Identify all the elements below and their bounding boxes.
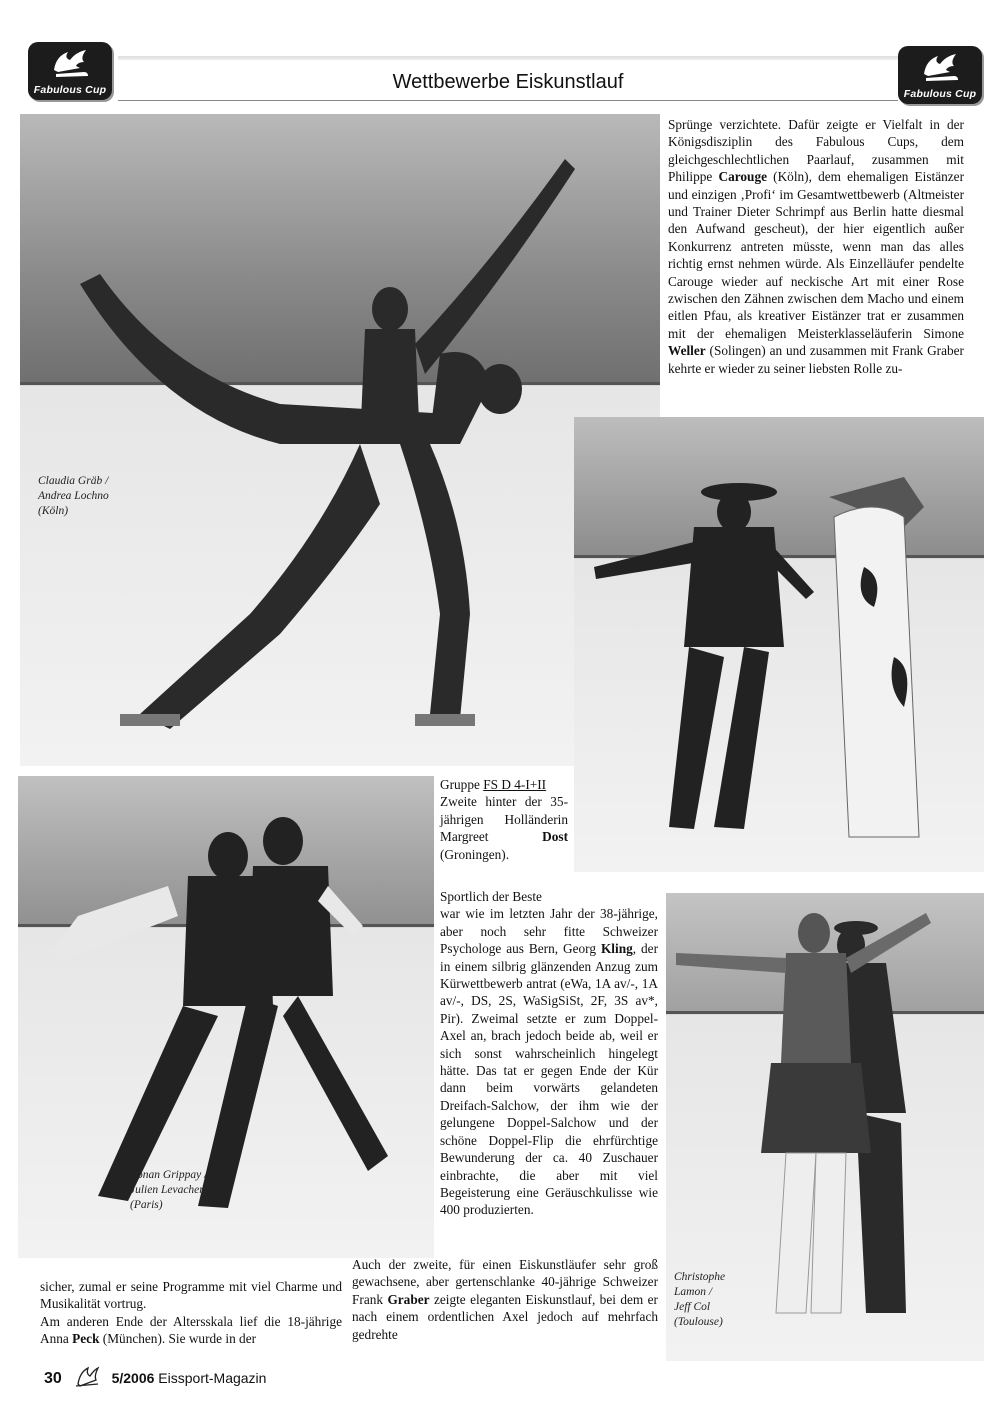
- article-column-bottom-left: sicher, zumal er seine Programme mit viel Charme und Musikalität vortrug. Am anderen Ende der Altersskala lief die 18-jährige Anna Peck (München). Sie wurde in der: [40, 1279, 342, 1347]
- fabulous-cup-logo-right: [898, 46, 982, 104]
- winged-skate-icon: [50, 48, 92, 80]
- article-column-mid-b: Sportlich der Beste war wie im letzten Jahr der 38-jährige, aber noch sehr fitte Schweizer Psychologe aus Bern, Georg Kling, der in einem silbrig glänzenden Anzug zum Kürwettbewerb antrat (eWa, 1A av/-, 1A av/-, DS, 2S, WaSigSiSt, 2F, 3S av*, Pir). Zweimal setzte er zum Doppel-Axel an, brach jedoch beide ab, weil er sich sonst wahrscheinlich hingelegt hätte. Das tat er gegen Ende der Kür dann beim vorwärts gelandeten Dreifach-Salchow, der ihm wie der gelungene Doppel-Salchow und der schöne Doppel-Flip die ehrfürchtige Bewunderung der ca. 40 Zuschauer einbrachte, die aber mit viel Begeisterung eine Geräuschkulisse wie 400 produzierten.: [440, 889, 658, 1218]
- magazine-logo-icon: [74, 1366, 100, 1388]
- page-title: Wettbewerbe Eiskunstlauf: [392, 71, 624, 93]
- logo-text: Fabulous Cup: [33, 84, 107, 96]
- issue-number: 5/2006: [111, 1370, 155, 1386]
- header-bar: [118, 62, 898, 101]
- skaters-silhouette: [20, 114, 660, 766]
- photo-pair-graeb-lochno: [20, 114, 660, 766]
- article-column-bottom-mid: Auch der zweite, für einen Eiskunstläufer sehr groß gewachsene, aber gertenschlanke 40-jährige Schweizer Frank Graber zeigte eleganten Eiskunstlauf, bei dem er nach einem ordentlichen Axel jedoch auf mehrfach gedrehte: [352, 1257, 658, 1342]
- caption-graeb-lochno: Claudia Gräb / Andrea Lochno (Köln): [38, 475, 109, 517]
- photo-pair-grippay-levacher: [18, 776, 434, 1258]
- article-column-mid-a: Gruppe FS D 4-I+II Zweite hinter der 35-jährigen Holländerin Margreet Dost (Groningen).: [440, 777, 568, 862]
- photo-skaters-cow-costume: [574, 417, 984, 872]
- caption-lamon-col: Christophe Lamon / Jeff Col (Toulouse): [674, 1271, 726, 1328]
- fabulous-cup-logo-left: [28, 42, 112, 100]
- page-number: 30: [44, 1370, 62, 1387]
- page-footer: [44, 1366, 266, 1388]
- magazine-name: Eissport-Magazin: [158, 1370, 267, 1386]
- caption-grippay-levacher: Ronan Grippay / Julien Levacher (Paris): [130, 1169, 208, 1211]
- article-column-right-top: Sprünge verzichtete. Dafür zeigte er Vielfalt in der Königsdisziplin des Fabulous Cups, dem gleichgeschlechtlichen Paarlauf, zusammen mit Philippe Carouge (Köln), dem ehemaligen Eistänzer und einzigen ‚Profi‘ im Gesamtwettbewerb (Altmeister und Trainer Dieter Schrimpf aus Berlin hatte diesmal den Aufwand gescheut), der hier eigentlich außer Konkurrenz antreten müsste, wenn man das alles richtig ernst nehmen würde. Als Einzelläufer pendelte Carouge wieder auf neckische Art mit einer Rose zwischen den Zähnen zwischen dem Macho und einem eitlen Pfau, als kreativer Eistänzer trat er zusammen mit der ehemaligen Meisterklasseläuferin Simone Weller (Solingen) an und zusammen mit Frank Graber kehrte er wieder zu seiner liebsten Rolle zu-: [668, 117, 965, 376]
- logo-text: Fabulous Cup: [903, 88, 977, 100]
- winged-skate-icon: [920, 52, 962, 84]
